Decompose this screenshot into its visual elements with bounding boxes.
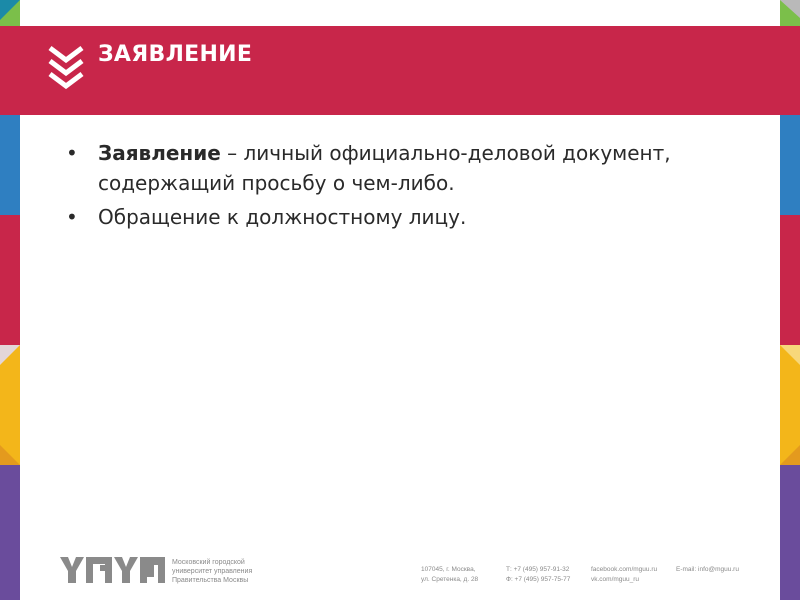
bullet-dot-icon: • [66, 205, 78, 229]
list-item [60, 138, 760, 198]
definition-line1: – личный официально-деловой документ, [220, 141, 671, 165]
logo-caption-line: Правительства Москвы [172, 577, 249, 584]
bullet-text [98, 138, 760, 198]
page-title: ЗАЯВЛЕНИЕ [98, 42, 253, 67]
edge-triangle [0, 445, 20, 465]
footer-address [421, 565, 478, 585]
address-line: ул. Сретенка, д. 28 [421, 576, 479, 583]
footer-social [591, 565, 657, 585]
footer-email [676, 565, 739, 575]
banner-bar [0, 26, 800, 115]
triple-chevron-down-icon [46, 44, 86, 90]
edge-stripe-blue [0, 115, 20, 215]
logo-caption-line: Московский городской [172, 559, 245, 566]
edge-triangle [780, 345, 800, 365]
list-item [60, 202, 760, 232]
edge-stripe-crimson [0, 215, 20, 345]
banner-top-gap [20, 0, 780, 26]
edge-stripe-blue [780, 115, 800, 215]
mguu-logo [60, 557, 165, 583]
term-bold: Заявление [98, 141, 221, 165]
logo-caption-line: университет управления [172, 568, 253, 575]
email-link[interactable]: E-mail: info@mguu.ru [676, 566, 739, 573]
definition-line2: содержащий просьбу о чем-либо. [98, 171, 455, 195]
phone-line: Т: +7 (495) 957-91-32 [506, 566, 570, 573]
edge-triangle [780, 445, 800, 465]
footer-phones [506, 565, 570, 585]
bullet-text: Обращение к должностному лицу. [98, 205, 467, 229]
bullet-dot-icon: • [66, 141, 78, 165]
bullet-list [60, 138, 760, 236]
fax-line: Ф: +7 (495) 957-75-77 [506, 576, 571, 583]
address-line: 107045, г. Москва, [421, 566, 476, 573]
facebook-link[interactable]: facebook.com/mguu.ru [591, 566, 658, 573]
edge-stripe-crimson [780, 215, 800, 345]
logo-caption [172, 558, 252, 585]
vk-link[interactable]: vk.com/mguu_ru [591, 576, 640, 583]
edge-triangle [0, 345, 20, 365]
